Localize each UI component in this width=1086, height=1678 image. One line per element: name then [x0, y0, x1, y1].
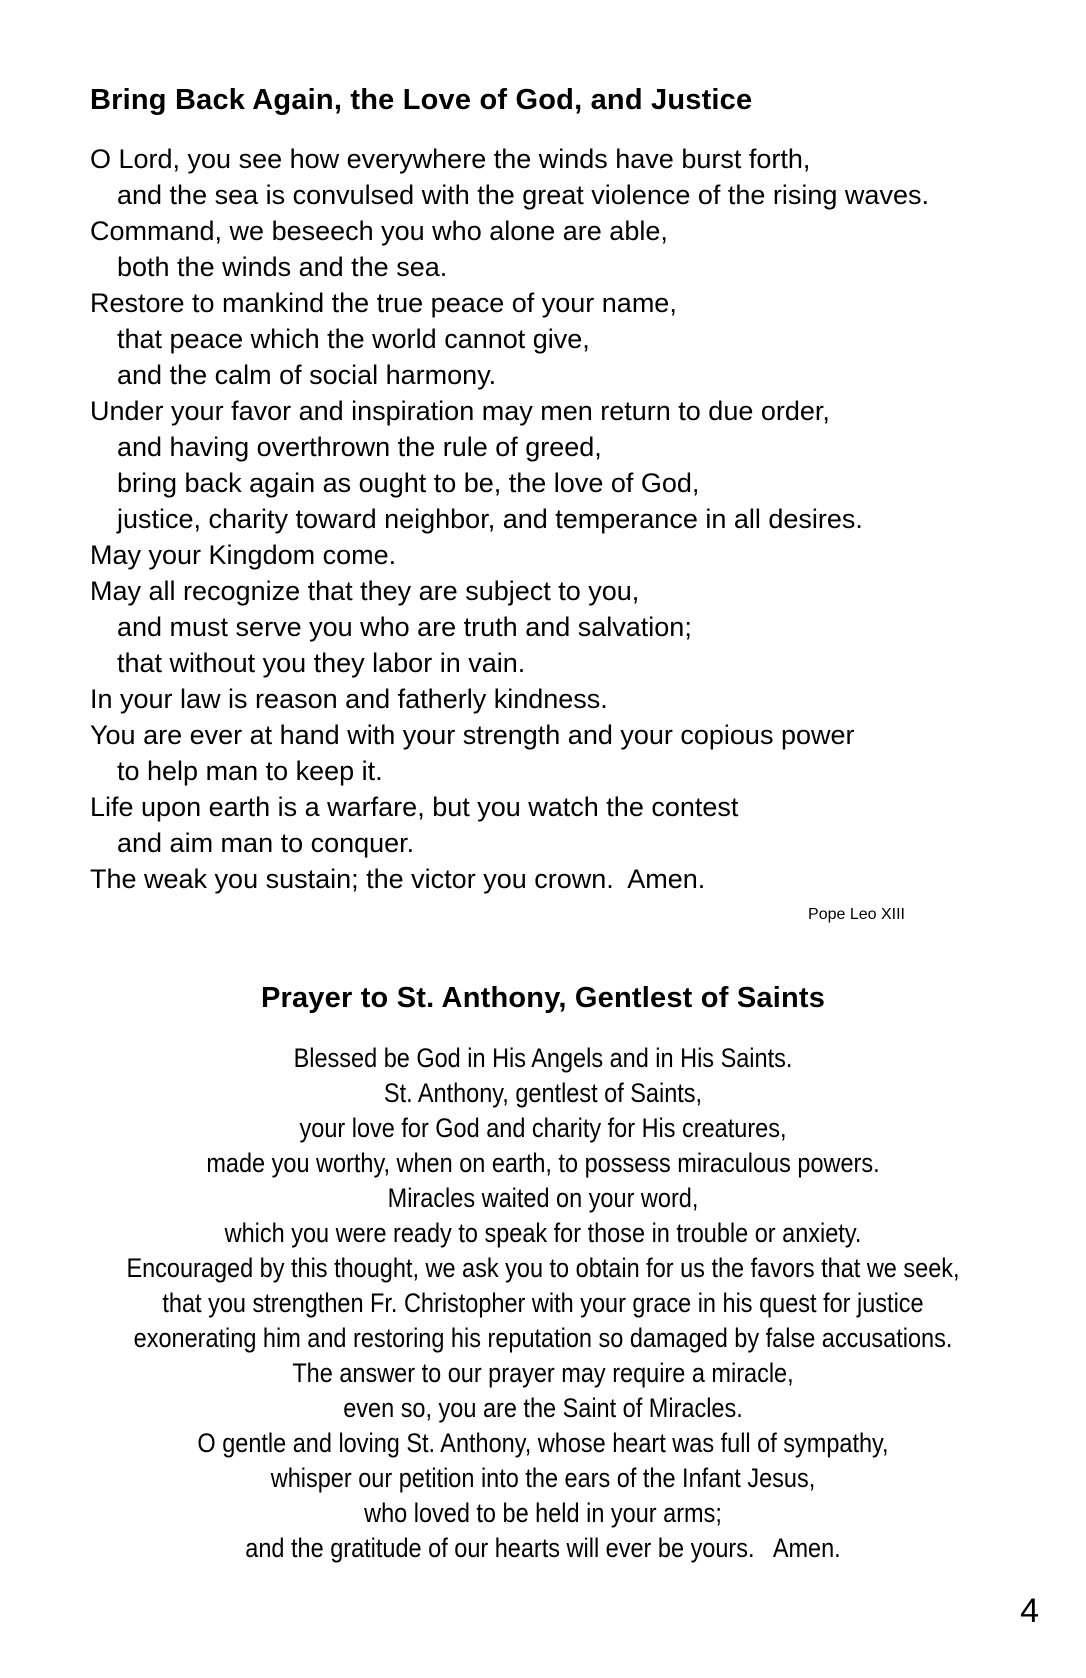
- prayer1-line: that without you they labor in vain.: [117, 648, 526, 678]
- prayer1-attribution: Pope Leo XIII: [808, 906, 905, 923]
- page-number: 4: [1020, 1592, 1039, 1630]
- prayer1-body: [90, 141, 929, 897]
- prayer2-line: whisper our petition into the ears of the Infant Jesus,: [270, 1463, 816, 1493]
- prayer1-line: Life upon earth is a warfare, but you watch the contest: [90, 792, 739, 822]
- prayer1-line: justice, charity toward neighbor, and temperance in all desires.: [117, 504, 863, 534]
- prayer2-line: made you worthy, when on earth, to possess miraculous powers.: [206, 1148, 880, 1178]
- prayer1-line: You are ever at hand with your strength and your copious power: [90, 720, 855, 750]
- prayer2-line: Miracles waited on your word,: [387, 1183, 699, 1213]
- prayer1-line: May all recognize that they are subject to you,: [90, 576, 640, 606]
- prayer2-line: Encouraged by this thought, we ask you to obtain for us the favors that we seek,: [126, 1253, 960, 1283]
- prayer1-title: Bring Back Again, the Love of God, and Justice: [90, 84, 753, 116]
- prayer1-line: The weak you sustain; the victor you crown. Amen.: [90, 864, 706, 894]
- prayer2-line: even so, you are the Saint of Miracles.: [343, 1393, 743, 1423]
- prayer1-line: and the calm of social harmony.: [117, 360, 497, 390]
- prayer1-line: May your Kingdom come.: [90, 540, 397, 570]
- prayer2-line: O gentle and loving St. Anthony, whose heart was full of sympathy,: [197, 1428, 889, 1458]
- prayer1-line: and the sea is convulsed with the great violence of the rising waves.: [117, 180, 929, 210]
- prayer2-line: and the gratitude of our hearts will ever be yours. Amen.: [245, 1533, 841, 1563]
- prayer1-line: O Lord, you see how everywhere the winds have burst forth,: [90, 144, 811, 174]
- prayer2-line: Blessed be God in His Angels and in His Saints.: [293, 1043, 793, 1073]
- prayer2-line: exonerating him and restoring his reputation so damaged by false accusations.: [133, 1323, 953, 1353]
- prayer2-line: your love for God and charity for His creatures,: [299, 1113, 787, 1143]
- prayer2-line: who loved to be held in your arms;: [364, 1498, 722, 1528]
- prayer2-line: that you strengthen Fr. Christopher with your grace in his quest for justice: [162, 1288, 924, 1318]
- prayer1-line: In your law is reason and fatherly kindness.: [90, 684, 608, 714]
- prayer1-line: Restore to mankind the true peace of your name,: [90, 288, 677, 318]
- prayer1-line: Command, we beseech you who alone are able,: [90, 216, 668, 246]
- prayer2-line: which you were ready to speak for those in trouble or anxiety.: [224, 1218, 862, 1248]
- prayer1-line: and aim man to conquer.: [117, 828, 415, 858]
- prayer2-line: The answer to our prayer may require a miracle,: [292, 1358, 794, 1388]
- prayer1-line: and having overthrown the rule of greed,: [117, 432, 602, 462]
- prayer1-line: bring back again as ought to be, the love of God,: [117, 468, 700, 498]
- prayer1-line: both the winds and the sea.: [117, 252, 448, 282]
- prayer1-line: and must serve you who are truth and salvation;: [117, 612, 692, 642]
- prayer1-line: that peace which the world cannot give,: [117, 324, 590, 354]
- prayer1-line: Under your favor and inspiration may men return to due order,: [90, 396, 830, 426]
- prayer2-title: Prayer to St. Anthony, Gentlest of Saints: [260, 982, 826, 1014]
- prayer2-body: [71, 1041, 1016, 1566]
- prayer1-line: to help man to keep it.: [117, 756, 383, 786]
- prayer2-line: St. Anthony, gentlest of Saints,: [383, 1078, 703, 1108]
